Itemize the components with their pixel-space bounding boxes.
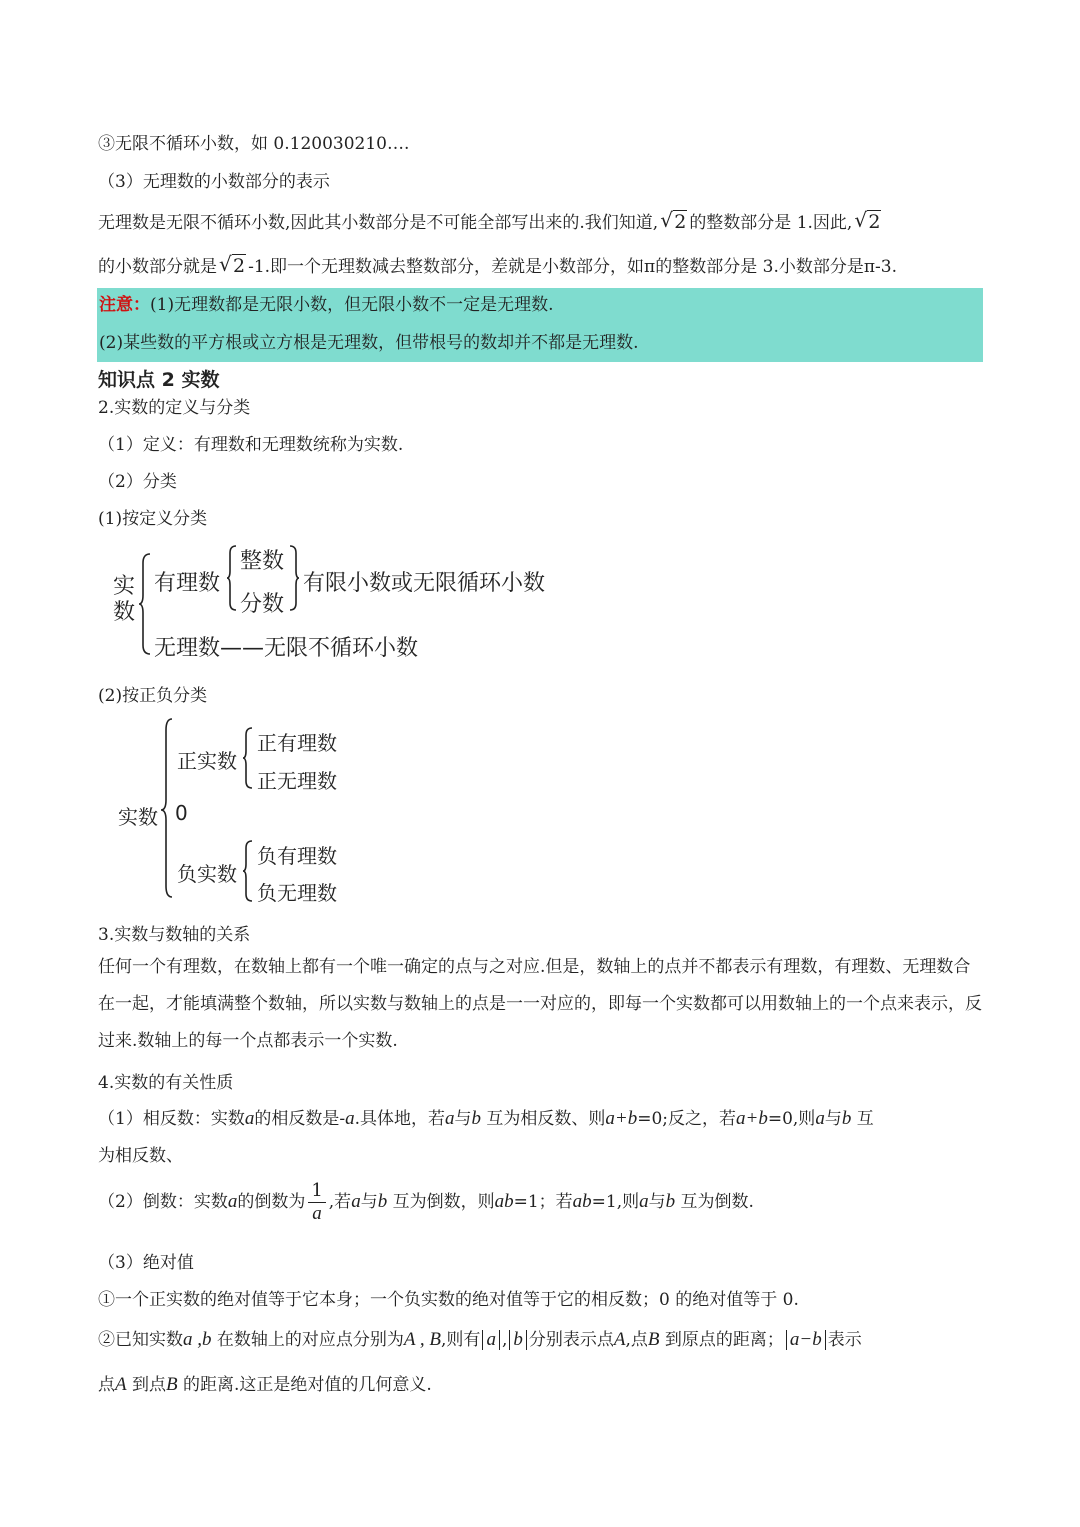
number-line-paragraph: 任何一个有理数，在数轴上都有一个唯一确定的点与之对应.但是，数轴上的点并不都表示有理数，有理数、无理数合在一起，才能填满整个数轴，所以实数与数轴上的点是一一对应的，即每一个实数都可以用数轴上的一个点来表示，反过来.数轴上的每一个点都表示一个实数. [98,957,982,1051]
diagram1-root: 实数 [113,574,136,625]
classification-by-definition: (1)按定义分类 [98,509,208,529]
sqrt-symbol: √ 2 [660,208,687,233]
diagram2-positive-rational: 正有理数 [257,731,337,755]
diagram2-main-brace [160,718,174,898]
note-box [97,288,983,362]
diagram1-fraction: 分数 [240,592,285,617]
diagram2-negative-brace [242,840,254,902]
diagram1-irrational: 无理数——无限不循环小数 [154,636,419,661]
absolute-value-title: （3）绝对值 [98,1253,194,1273]
diagram1-rational: 有理数 [154,571,221,596]
absolute-value-line-1: ①一个正实数的绝对值等于它本身；一个负实数的绝对值等于它的相反数；0 的绝对值等于 0. [98,1290,799,1310]
absolute-value-line-3: 点A 到点B 的距离.这正是绝对值的几何意义. [98,1374,432,1395]
diagram2-positive: 正实数 [177,749,237,773]
classification-title: （2）分类 [98,472,177,492]
diagram2-negative-irrational: 负无理数 [257,881,337,905]
paragraph-decimal-part-2: 的小数部分就是 √ 2 -1.即一个无理数减去整数部分，差就是小数部分，如π的整数部分是 3.小数部分是π-3. [98,252,897,277]
classification-by-sign: (2)按正负分类 [98,686,208,706]
note-label: 注意： [99,295,150,315]
diagram1-integer: 整数 [240,549,285,574]
diagram1-right-brace [288,545,300,611]
diagram2-negative: 负实数 [177,862,237,886]
sqrt-symbol: √ 2 [854,208,881,233]
diagram2-positive-irrational: 正无理数 [257,769,337,793]
abs-b: b [509,1330,527,1350]
definition-line: （1）定义：有理数和无理数统称为实数. [98,435,404,455]
note-line-1: 注意：(1)无理数都是无限小数，但无限小数不一定是无理数. [99,295,554,315]
paragraph-decimal-part-1: 无理数是无限不循环小数,因此其小数部分是不可能全部写出来的.我们知道, √ 2 的整数部分是 1.因此, √ 2 [98,208,881,233]
absolute-value-line-2: ②已知实数a ,b 在数轴上的对应点分别为A , B,则有 a , b 分别表示点A,点B 到原点的距离； a−b 表示 [98,1329,862,1350]
diagram2-zero: 0 [175,801,188,825]
note-line-2: (2)某些数的平方根或立方根是无理数，但带根号的数却并不都是无理数. [99,333,639,353]
subsection-properties: 4.实数的有关性质 [98,1073,234,1093]
subsection-definition-classification: 2.实数的定义与分类 [98,398,251,418]
abs-a: a [482,1330,500,1350]
diagram1-finite-decimal: 有限小数或无限循环小数 [303,571,546,596]
diagram2-positive-brace [242,727,254,789]
section-heading: 知识点 2 实数 [98,369,220,391]
abs-a-minus-b: a−b [786,1330,826,1350]
diagram2-root: 实数 [118,805,158,829]
opposite-number-line: （1）相反数：实数a的相反数是-a.具体地，若a与b 互为相反数、则a+b=0;反之，若a+b=0,则a与b 互 [98,1108,874,1129]
reciprocal-line: （2）倒数：实数a的倒数为 $\frac{1}{a}$ ,若a与b 互为倒数，则ab=1；若ab=1,则a与b 互为倒数. [98,1180,754,1224]
diagram1-rational-brace [226,545,238,611]
line-infinite-nonrepeating: ③无限不循环小数，如 0.120030210…. [98,134,410,154]
opposite-number-line-2: 为相反数、 [98,1146,183,1166]
line-decimal-part-title: （3）无理数的小数部分的表示 [98,172,330,192]
fraction-one-over-a: $\frac{1}{a}$ [308,1180,325,1225]
sqrt-symbol: √ 2 [219,252,246,277]
subsection-number-line: 3.实数与数轴的关系 [98,925,251,945]
diagram2-negative-rational: 负有理数 [257,844,337,868]
diagram1-main-brace [138,553,152,655]
